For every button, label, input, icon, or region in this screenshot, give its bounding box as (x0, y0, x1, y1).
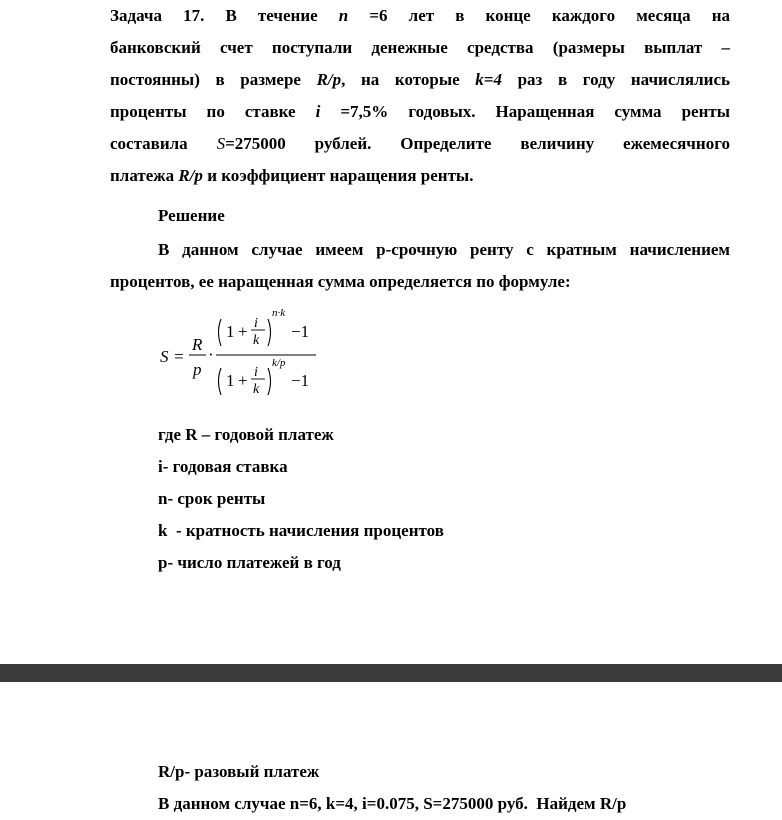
den-plus: + (238, 371, 248, 390)
solution-line-1: В данном случае имеем р-срочную ренту с кратным начислением (158, 240, 730, 259)
den-exponent: k/p (272, 357, 286, 369)
num-i: i (254, 316, 258, 331)
problem-line-3: постоянны) в размере R/p, на которые k=4 раз в году начислялись (110, 70, 730, 89)
definition-p: p- число платежей в год (158, 553, 341, 572)
den-k: k (253, 382, 260, 397)
problem-line-5: составила S=275000 рублей. Определите величину ежемесячного (110, 134, 730, 153)
page-2 (0, 682, 782, 820)
num-right-paren (268, 319, 271, 346)
formula-equals: = (174, 347, 184, 366)
page2-line-2: В данном случае n=6, k=4, i=0.075, S=275000 руб. Найдем R/p (158, 794, 627, 813)
problem-line-1: Задача 17. В течение n =6 лет в конце каждого месяца на (110, 6, 730, 25)
num-one: 1 (226, 322, 235, 341)
problem-line-2: банковский счет поступали денежные средства (размеры выплат – (110, 38, 730, 57)
formula-r: R (192, 335, 203, 354)
num-exponent: n·k (272, 307, 286, 319)
solution-line-2: процентов, ее наращенная сумма определяется по формуле: (110, 272, 571, 291)
den-minus-one: −1 (291, 371, 310, 390)
den-right-paren (268, 368, 271, 395)
formula-p: p (193, 360, 202, 379)
formula-s: S (160, 347, 169, 366)
page2-line-1: R/p- разовый платеж (158, 762, 320, 781)
problem-line-6: платежа R/p и коэффициент наращения ренты. (110, 166, 474, 185)
annuity-formula (158, 300, 418, 412)
definition-n: n- срок ренты (158, 489, 266, 508)
num-minus-one: −1 (291, 322, 310, 341)
num-plus: + (238, 322, 248, 341)
solution-heading: Решение (158, 206, 225, 225)
definition-k: k - кратность начисления процентов (158, 521, 444, 540)
den-left-paren (219, 368, 222, 395)
formula-dot: · (208, 345, 214, 364)
definition-r: где R – годовой платеж (158, 425, 334, 444)
num-left-paren (219, 319, 222, 346)
num-k: k (253, 333, 260, 348)
den-one: 1 (226, 371, 235, 390)
den-i: i (254, 365, 258, 380)
definition-i: i- годовая ставка (158, 457, 288, 476)
problem-line-4: проценты по ставке i =7,5% годовых. Наращенная сумма ренты (110, 102, 730, 121)
page-separator (0, 664, 782, 682)
